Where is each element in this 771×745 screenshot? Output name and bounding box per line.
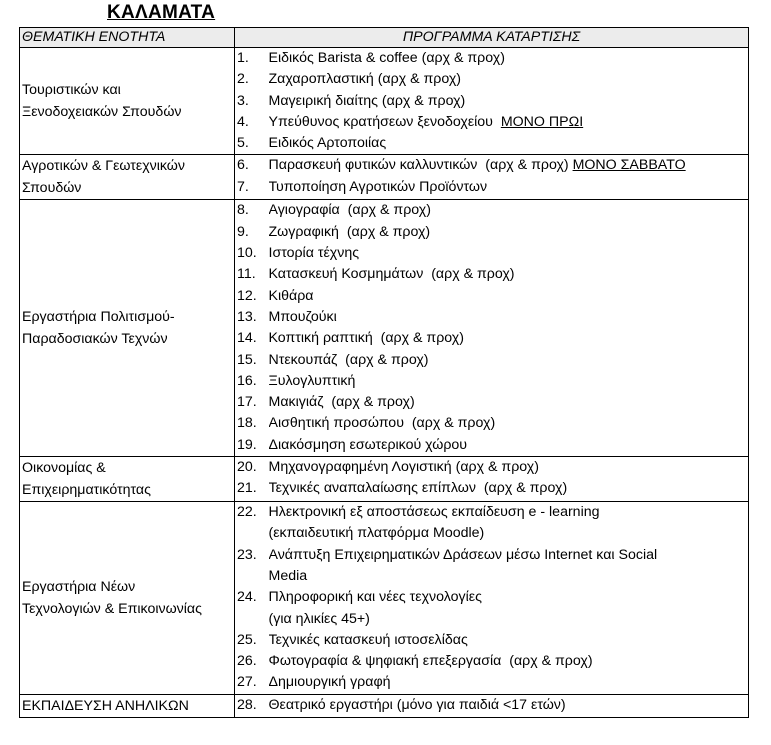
program-name: Κοπτική ραπτική (αρχ & προχ) xyxy=(268,330,464,347)
program-name: Ειδικός Αρτοποιίας xyxy=(268,135,387,152)
program-name: Ιστορία τέχνης xyxy=(268,245,360,262)
program-item xyxy=(269,435,749,456)
program-name: Διακόσμηση εσωτερικού χώρου xyxy=(268,436,468,453)
program-name: (εκπαιδευτική πλατφόρμα Moodle) xyxy=(268,525,485,542)
program-item xyxy=(269,695,749,716)
program-number xyxy=(237,566,269,587)
thematic-unit-label: ΕΚΠΑΙΔΕΥΣΗ ΑΝΗΛΙΚΩΝ xyxy=(22,697,189,714)
program-item xyxy=(269,457,749,478)
program-name-cell xyxy=(269,502,749,695)
thematic-unit-cell xyxy=(20,155,235,200)
thematic-unit-cell xyxy=(20,200,235,457)
program-number-cell xyxy=(235,457,269,502)
program-number: 25. xyxy=(237,631,257,648)
program-number xyxy=(237,523,269,544)
program-name: Ξυλογλυπτική xyxy=(268,372,356,389)
program-number: 4. xyxy=(237,113,249,130)
program-number: 2. xyxy=(237,71,249,88)
program-name-cell xyxy=(269,200,749,457)
program-name: Ντεκουπάζ (αρχ & προχ) xyxy=(268,351,429,368)
program-number-cell xyxy=(235,155,269,200)
program-number: 10. xyxy=(237,245,257,262)
thematic-unit-label: Σπουδών xyxy=(22,180,82,197)
program-number: 7. xyxy=(237,178,249,195)
program-item xyxy=(269,91,749,112)
thematic-unit-label: Παραδοσιακών Τεχνών xyxy=(22,331,168,348)
program-name: Ανάπτυξη Επιχειρηματικών Δράσεων μέσω Internet και Social xyxy=(268,546,658,563)
program-number xyxy=(237,609,269,630)
table-row xyxy=(20,200,749,457)
program-item xyxy=(269,350,749,371)
page-title: ΚΑΛΑΜΑΤΑ xyxy=(107,2,216,23)
program-name-cell xyxy=(269,155,749,200)
program-name-cell xyxy=(269,48,749,155)
program-name: Τυποποίηση Αγροτικών Προϊόντων xyxy=(268,178,488,195)
program-number: 14. xyxy=(237,330,257,347)
program-item xyxy=(269,566,749,587)
thematic-unit-label: Εργαστήρια Πολιτισμού- xyxy=(22,309,175,326)
program-number-cell xyxy=(235,694,269,717)
table-row xyxy=(20,502,749,695)
schedule-note: ΜΟΝΟ ΠΡΩΙ xyxy=(500,113,584,130)
program-name: Τεχνικές κατασκευή ιστοσελίδας xyxy=(268,631,468,648)
table-row xyxy=(20,48,749,155)
program-name: Μηχανογραφημένη Λογιστική (αρχ & προχ) xyxy=(268,459,539,476)
program-number: 26. xyxy=(237,653,257,670)
program-number: 23. xyxy=(237,546,257,563)
program-name: Παρασκευή φυτικών καλλυντικών (αρχ & προχ) xyxy=(268,157,573,174)
program-name: Ζαχαροπλαστική (αρχ & προχ) xyxy=(268,71,462,88)
program-name: Μαγειρική διαίτης (αρχ & προχ) xyxy=(268,92,466,109)
program-item xyxy=(269,630,749,651)
header-training-program: ΠΡΟΓΡΑΜΜΑ ΚΑΤΑΡΤΙΣΗΣ xyxy=(235,28,749,48)
program-name: (για ηλικίες 45+) xyxy=(268,610,370,627)
program-item xyxy=(269,155,749,176)
program-number: 24. xyxy=(237,589,257,606)
program-name: Αισθητική προσώπου (αρχ & προχ) xyxy=(268,415,496,432)
program-item xyxy=(269,672,749,693)
program-item xyxy=(269,502,749,523)
program-item xyxy=(269,200,749,221)
program-name: Media xyxy=(268,567,308,584)
program-number: 27. xyxy=(237,674,257,691)
header-thematic-unit: ΘΕΜΑΤΙΚΗ ΕΝΟΤΗΤΑ xyxy=(20,28,235,48)
program-name: Δημιουργική γραφή xyxy=(268,674,391,691)
thematic-unit-label: Επιχειρηματικότητας xyxy=(22,482,151,499)
programs-table xyxy=(19,27,749,718)
program-number: 18. xyxy=(237,415,257,432)
thematic-unit-label: Τουριστικών και xyxy=(22,82,121,99)
table-row xyxy=(20,694,749,717)
program-item xyxy=(269,243,749,264)
program-number: 20. xyxy=(237,459,257,476)
program-number: 11. xyxy=(237,266,256,283)
program-name: Φωτογραφία & ψηφιακή επεξεργασία (αρχ & προχ) xyxy=(268,653,593,670)
program-item xyxy=(269,112,749,133)
program-item xyxy=(269,328,749,349)
schedule-note: ΜΟΝΟ ΣΑΒΒΑΤΟ xyxy=(572,157,686,174)
table-body xyxy=(20,48,749,718)
program-item xyxy=(269,133,749,154)
program-number: 8. xyxy=(237,202,249,219)
thematic-unit-cell xyxy=(20,694,235,717)
thematic-unit-cell xyxy=(20,502,235,695)
program-name-cell xyxy=(269,694,749,717)
thematic-unit-label: Ξενοδοχειακών Σπουδών xyxy=(22,104,182,121)
thematic-unit-label: Τεχνολογιών & Επικοινωνίας xyxy=(22,600,202,617)
program-number-cell xyxy=(235,200,269,457)
program-item xyxy=(269,222,749,243)
program-number: 28. xyxy=(237,696,257,713)
program-item xyxy=(269,478,749,499)
program-item xyxy=(269,286,749,307)
program-number: 19. xyxy=(237,436,257,453)
program-number-cell xyxy=(235,502,269,695)
thematic-unit-cell xyxy=(20,48,235,155)
program-number: 13. xyxy=(237,308,257,325)
program-item xyxy=(269,413,749,434)
program-number: 12. xyxy=(237,287,257,304)
program-item xyxy=(269,651,749,672)
program-item xyxy=(269,48,749,69)
program-number: 6. xyxy=(237,157,249,174)
program-name: Ηλεκτρονική εξ αποστάσεως εκπαίδευση e - learning xyxy=(268,504,600,521)
program-name: Πληροφορική και νέες τεχνολογίες xyxy=(268,589,482,606)
thematic-unit-label: Εργαστήρια Νέων xyxy=(22,578,136,595)
program-number: 22. xyxy=(237,504,257,521)
program-item xyxy=(269,307,749,328)
program-name: Ειδικός Barista & coffee (αρχ & προχ) xyxy=(268,50,505,66)
table-row xyxy=(20,457,749,502)
program-number: 21. xyxy=(237,480,257,497)
table-row xyxy=(20,155,749,200)
program-name: Θεατρικό εργαστήρι (μόνο για παιδιά <17 ετών) xyxy=(268,696,566,713)
program-number: 9. xyxy=(237,223,249,240)
program-name: Υπεύθυνος κρατήσεων ξενοδοχείου xyxy=(268,113,501,130)
program-name: Τεχνικές αναπαλαίωσης επίπλων (αρχ & προχ) xyxy=(268,480,568,497)
program-item xyxy=(269,371,749,392)
program-item xyxy=(269,545,749,566)
program-number: 5. xyxy=(237,135,249,152)
thematic-unit-cell xyxy=(20,457,235,502)
thematic-unit-label: Αγροτικών & Γεωτεχνικών xyxy=(22,158,185,175)
program-name: Αγιογραφία (αρχ & προχ) xyxy=(268,202,431,219)
program-number: 16. xyxy=(237,372,257,389)
program-item xyxy=(269,587,749,608)
program-item xyxy=(269,177,749,198)
program-item xyxy=(269,392,749,413)
program-name: Κιθάρα xyxy=(268,287,314,304)
program-number: 15. xyxy=(237,351,257,368)
program-number: 17. xyxy=(237,394,257,411)
program-number: 3. xyxy=(237,92,249,109)
thematic-unit-label: Οικονομίας & xyxy=(22,460,106,477)
program-name-cell xyxy=(269,457,749,502)
program-name: Μπουζούκι xyxy=(268,308,337,325)
program-item xyxy=(269,609,749,630)
program-item xyxy=(269,523,749,544)
program-name: Ζωγραφική (αρχ & προχ) xyxy=(268,223,431,240)
table-header-row xyxy=(20,28,749,48)
program-name: Κατασκευή Κοσμημάτων (αρχ & προχ) xyxy=(268,266,515,283)
program-item xyxy=(269,69,749,90)
program-item xyxy=(269,264,749,285)
program-name: Μακιγιάζ (αρχ & προχ) xyxy=(268,394,415,411)
program-number: 1. xyxy=(237,50,249,66)
program-number-cell xyxy=(235,48,269,155)
